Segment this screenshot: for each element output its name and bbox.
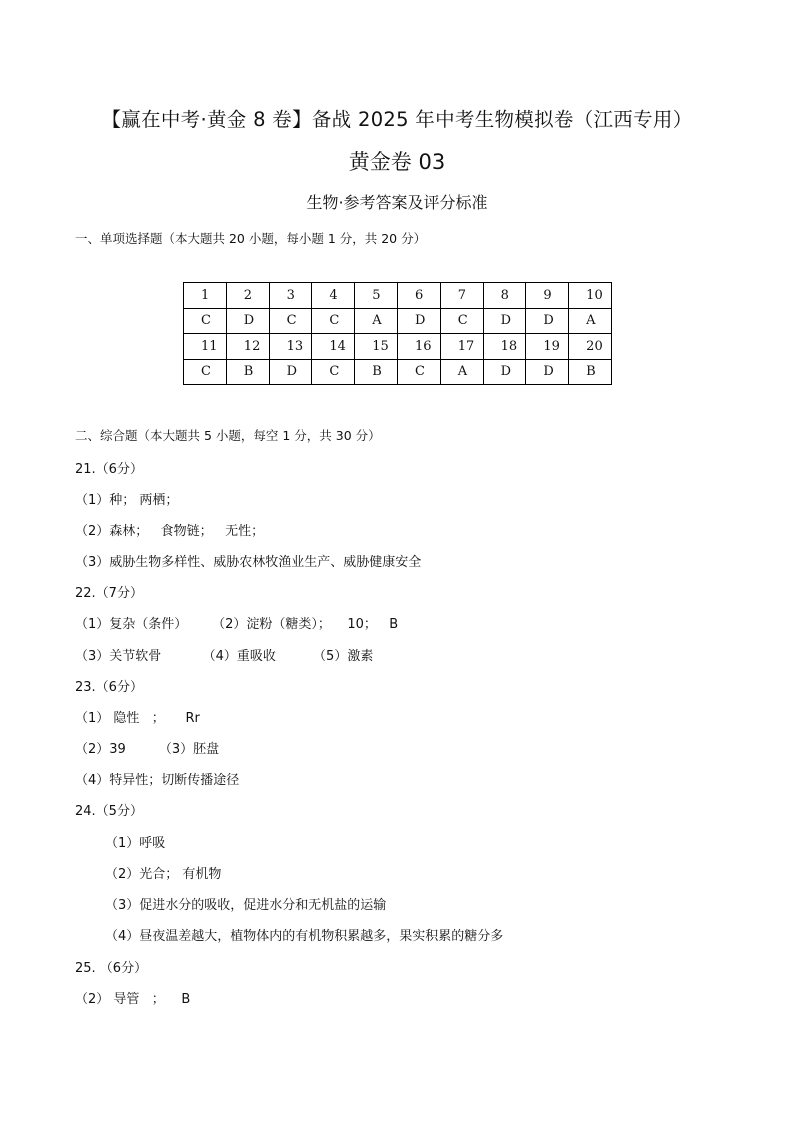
table-cell: D — [269, 359, 312, 385]
table-cell: 6 — [397, 283, 440, 309]
table-cell: 18 — [483, 334, 526, 360]
q22-heading: 22.（7分） — [75, 586, 143, 601]
q21-answer-2: （2）森林； 食物链； 无性； — [75, 524, 265, 539]
table-cell: 12 — [226, 334, 269, 360]
q24-answer-4: （4）昼夜温差越大，植物体内的有机物积累越多，果实积累的糖分多 — [105, 929, 504, 944]
q21-answer-1: （1）种； 两栖； — [75, 493, 179, 508]
table-cell: 11 — [184, 334, 227, 360]
table-cell: B — [226, 359, 269, 385]
table-cell: C — [397, 359, 440, 385]
table-cell: C — [184, 359, 227, 385]
table-cell: C — [312, 359, 355, 385]
table-cell: 13 — [269, 334, 312, 360]
table-cell: 1 — [184, 283, 227, 309]
q24-answer-3: （3）促进水分的吸收，促进水分和无机盐的运输 — [105, 898, 387, 913]
table-cell: D — [526, 359, 569, 385]
table-cell: 16 — [397, 334, 440, 360]
table-cell: 7 — [440, 283, 483, 309]
table-cell: 5 — [355, 283, 398, 309]
table-cell: 2 — [226, 283, 269, 309]
table-cell: 9 — [526, 283, 569, 309]
section2-heading: 二、综合题（本大题共 5 小题，每空 1 分，共 30 分） — [75, 428, 381, 443]
table-cell: 17 — [440, 334, 483, 360]
table-cell: C — [312, 308, 355, 334]
table-row — [184, 283, 612, 309]
table-cell: D — [226, 308, 269, 334]
table-cell: 3 — [269, 283, 312, 309]
table-cell: D — [483, 359, 526, 385]
document-title: 【赢在中考·黄金 8 卷】备战 2025 年中考生物模拟卷（江西专用） — [101, 108, 693, 131]
answer-table — [183, 282, 612, 385]
table-cell: D — [526, 308, 569, 334]
table-cell: 10 — [569, 283, 612, 309]
q24-answer-2: （2）光合； 有机物 — [105, 867, 222, 882]
table-cell: D — [483, 308, 526, 334]
table-cell: 14 — [312, 334, 355, 360]
q23-heading: 23.（6分） — [75, 680, 143, 695]
q24-answer-1: （1）呼吸 — [105, 836, 166, 851]
table-cell: B — [569, 359, 612, 385]
table-row — [184, 334, 612, 360]
table-cell: A — [569, 308, 612, 334]
table-cell: 4 — [312, 283, 355, 309]
document-subtitle: 生物·参考答案及评分标准 — [306, 193, 488, 212]
table-cell: 19 — [526, 334, 569, 360]
q22-answer-1: （1）复杂（条件） （2）淀粉（糖类）； 10； B — [75, 617, 399, 632]
volume-title: 黄金卷 03 — [348, 150, 446, 174]
table-cell: A — [440, 359, 483, 385]
q25-heading: 25. （6分） — [75, 961, 148, 976]
q22-answer-2: （3）关节软骨 （4）重吸收 （5）激素 — [75, 649, 374, 664]
table-cell: 20 — [569, 334, 612, 360]
table-cell: D — [397, 308, 440, 334]
table-row — [184, 308, 612, 334]
q23-answer-1: （1） 隐性 ； Rr — [75, 711, 200, 726]
table-cell: C — [184, 308, 227, 334]
q21-answer-3: （3）威胁生物多样性、威胁农林牧渔业生产、威胁健康安全 — [75, 555, 422, 570]
q25-answer-1: （2） 导管 ； B — [75, 992, 191, 1007]
table-cell: C — [440, 308, 483, 334]
table-row — [184, 359, 612, 385]
table-cell: A — [355, 308, 398, 334]
q23-answer-3: （4）特异性；切断传播途径 — [75, 773, 240, 788]
table-cell: B — [355, 359, 398, 385]
table-cell: C — [269, 308, 312, 334]
q23-answer-2: （2）39 （3）胚盘 — [75, 742, 220, 757]
table-cell: 8 — [483, 283, 526, 309]
section1-heading: 一、单项选择题（本大题共 20 小题，每小题 1 分，共 20 分） — [75, 231, 427, 246]
q21-heading: 21.（6分） — [75, 462, 143, 477]
q24-heading: 24.（5分） — [75, 804, 143, 819]
table-cell: 15 — [355, 334, 398, 360]
